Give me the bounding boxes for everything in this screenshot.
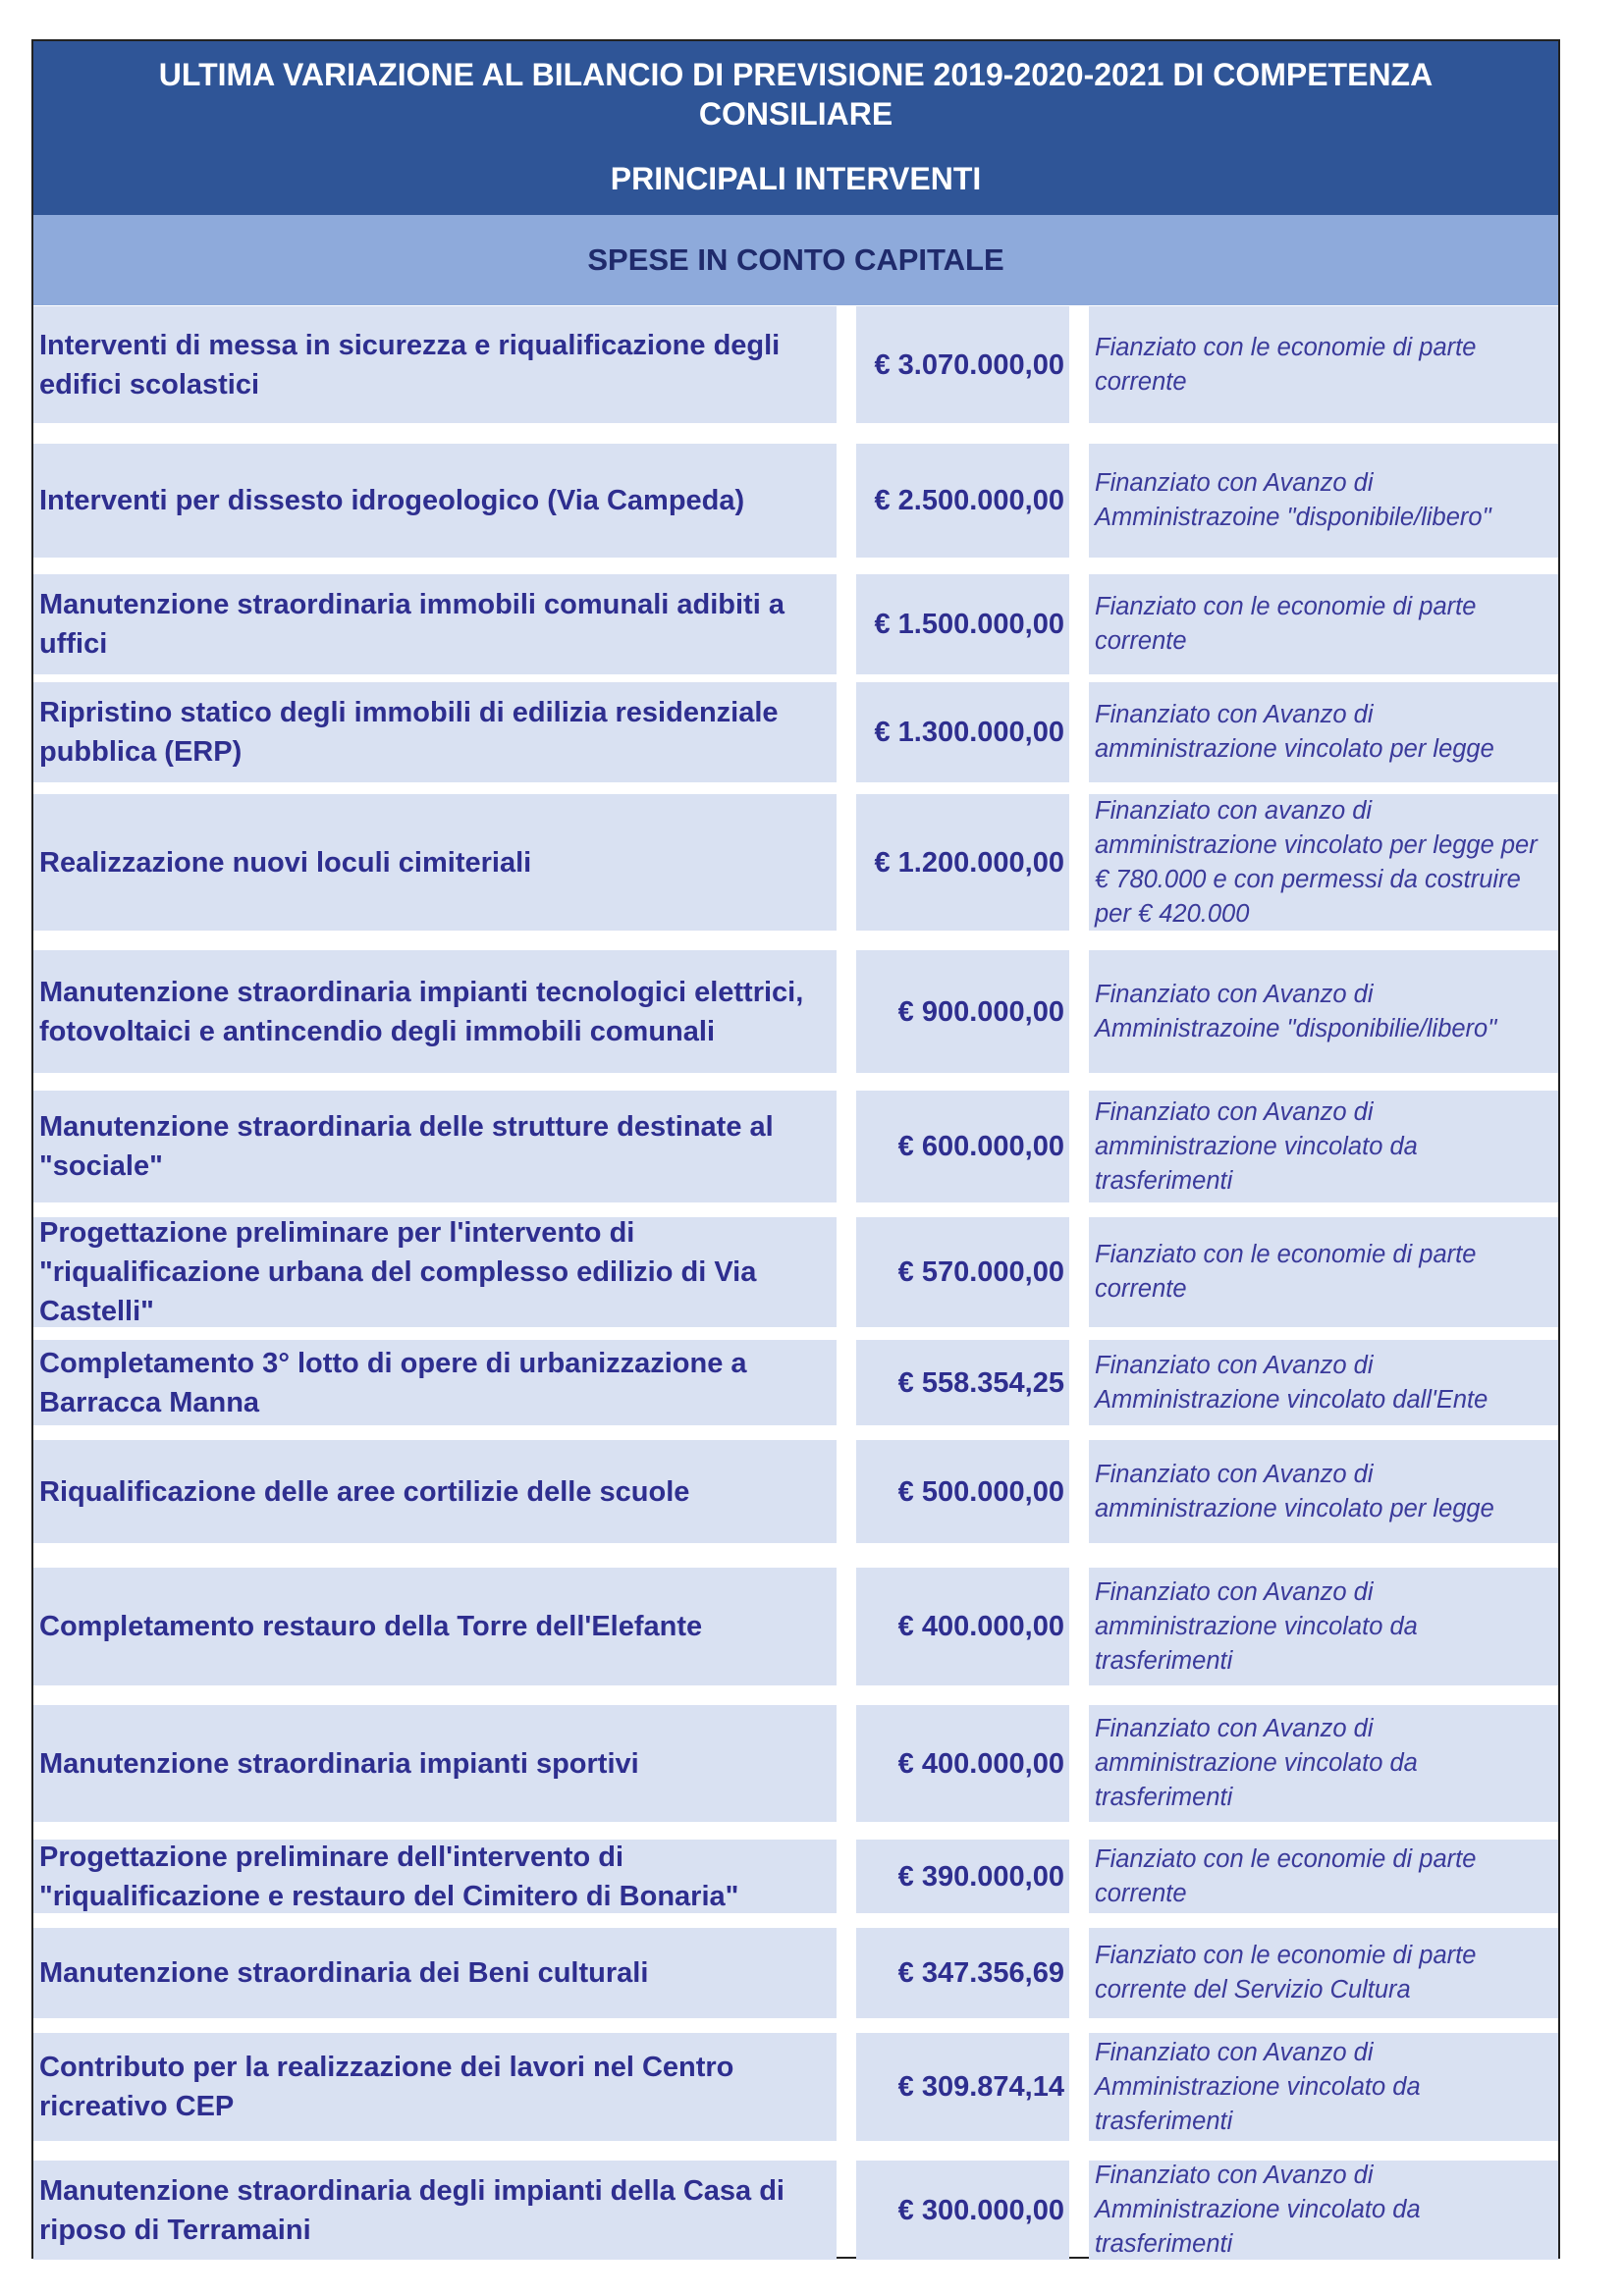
page-title: ULTIMA VARIAZIONE AL BILANCIO DI PREVISIONE 2019-2020-2021 DI COMPETENZA CONSILIARE xyxy=(158,57,1434,132)
row-description: Interventi di messa in sicurezza e riqualificazione degli edifici scolastici xyxy=(33,306,837,423)
row-amount: € 400.000,00 xyxy=(856,1568,1069,1685)
row-amount: € 300.000,00 xyxy=(856,2161,1069,2260)
row-funding: Finanziato con Avanzo di Amministrazoine "disponibilie/libero" xyxy=(1089,950,1558,1073)
row-description: Manutenzione straordinaria degli impianti della Casa di riposo di Terramaini xyxy=(33,2161,837,2260)
row-description: Completamento restauro della Torre dell'Elefante xyxy=(33,1568,837,1685)
row-description: Progettazione preliminare dell'intervento di "riqualificazione e restauro del Cimitero di Bonaria" xyxy=(33,1840,837,1913)
row-funding: Fianziato con le economie di parte corrente del Servizio Cultura xyxy=(1089,1928,1558,2018)
section-title: SPESE IN CONTO CAPITALE xyxy=(33,215,1558,305)
row-description: Riqualificazione delle aree cortilizie delle scuole xyxy=(33,1440,837,1543)
row-amount: € 390.000,00 xyxy=(856,1840,1069,1913)
row-funding: Finanziato con Avanzo di Amministrazione vincolato dall'Ente xyxy=(1089,1340,1558,1425)
row-amount: € 2.500.000,00 xyxy=(856,444,1069,558)
table-header xyxy=(33,41,1558,215)
row-funding: Finanziato con Avanzo di amministrazione vincolato da trasferimenti xyxy=(1089,1705,1558,1822)
row-amount: € 900.000,00 xyxy=(856,950,1069,1073)
row-amount: € 558.354,25 xyxy=(856,1340,1069,1425)
row-amount: € 1.200.000,00 xyxy=(856,794,1069,931)
row-amount: € 500.000,00 xyxy=(856,1440,1069,1543)
row-amount: € 347.356,69 xyxy=(856,1928,1069,2018)
row-funding: Fianziato con le economie di parte corrente xyxy=(1089,1840,1558,1913)
row-funding: Fianziato con le economie di parte corrente xyxy=(1089,574,1558,674)
row-description: Manutenzione straordinaria delle strutture destinate al "sociale" xyxy=(33,1091,837,1202)
row-description: Manutenzione straordinaria immobili comunali adibiti a uffici xyxy=(33,574,837,674)
page-subtitle: PRINCIPALI INTERVENTI xyxy=(610,161,982,196)
budget-table xyxy=(31,39,1560,2259)
row-funding: Fianziato con le economie di parte corrente xyxy=(1089,306,1558,423)
row-funding: Fianziato con le economie di parte corrente xyxy=(1089,1217,1558,1327)
row-amount: € 570.000,00 xyxy=(856,1217,1069,1327)
row-description: Manutenzione straordinaria impianti sportivi xyxy=(33,1705,837,1822)
row-description: Progettazione preliminare per l'intervento di "riqualificazione urbana del complesso edilizio di Via Castelli" xyxy=(33,1217,837,1327)
row-amount: € 3.070.000,00 xyxy=(856,306,1069,423)
row-funding: Finanziato con Avanzo di Amministrazione vincolato da trasferimenti xyxy=(1089,2033,1558,2141)
row-amount: € 1.300.000,00 xyxy=(856,682,1069,782)
row-amount: € 600.000,00 xyxy=(856,1091,1069,1202)
row-description: Completamento 3° lotto di opere di urbanizzazione a Barracca Manna xyxy=(33,1340,837,1425)
row-amount: € 1.500.000,00 xyxy=(856,574,1069,674)
row-description: Realizzazione nuovi loculi cimiteriali xyxy=(33,794,837,931)
row-funding: Finanziato con Avanzo di amministrazione vincolato da trasferimenti xyxy=(1089,1091,1558,1202)
row-funding: Finanziato con Avanzo di amministrazione vincolato da trasferimenti xyxy=(1089,1568,1558,1685)
row-description: Manutenzione straordinaria impianti tecnologici elettrici, fotovoltaici e antincendio degli immobili comunali xyxy=(33,950,837,1073)
row-description: Contributo per la realizzazione dei lavori nel Centro ricreativo CEP xyxy=(33,2033,837,2141)
row-funding: Finanziato con Avanzo di amministrazione vincolato per legge xyxy=(1089,682,1558,782)
row-funding: Finanziato con Avanzo di amministrazione vincolato per legge xyxy=(1089,1440,1558,1543)
row-description: Manutenzione straordinaria dei Beni culturali xyxy=(33,1928,837,2018)
row-description: Ripristino statico degli immobili di edilizia residenziale pubblica (ERP) xyxy=(33,682,837,782)
row-funding: Finanziato con avanzo di amministrazione vincolato per legge per € 780.000 e con permessi da costruire per € 420.000 xyxy=(1089,794,1558,931)
row-description: Interventi per dissesto idrogeologico (Via Campeda) xyxy=(33,444,837,558)
row-funding: Finanziato con Avanzo di Amministrazoine "disponibile/libero" xyxy=(1089,444,1558,558)
row-amount: € 400.000,00 xyxy=(856,1705,1069,1822)
row-amount: € 309.874,14 xyxy=(856,2033,1069,2141)
row-funding: Finanziato con Avanzo di Amministrazione vincolato da trasferimenti xyxy=(1089,2161,1558,2260)
